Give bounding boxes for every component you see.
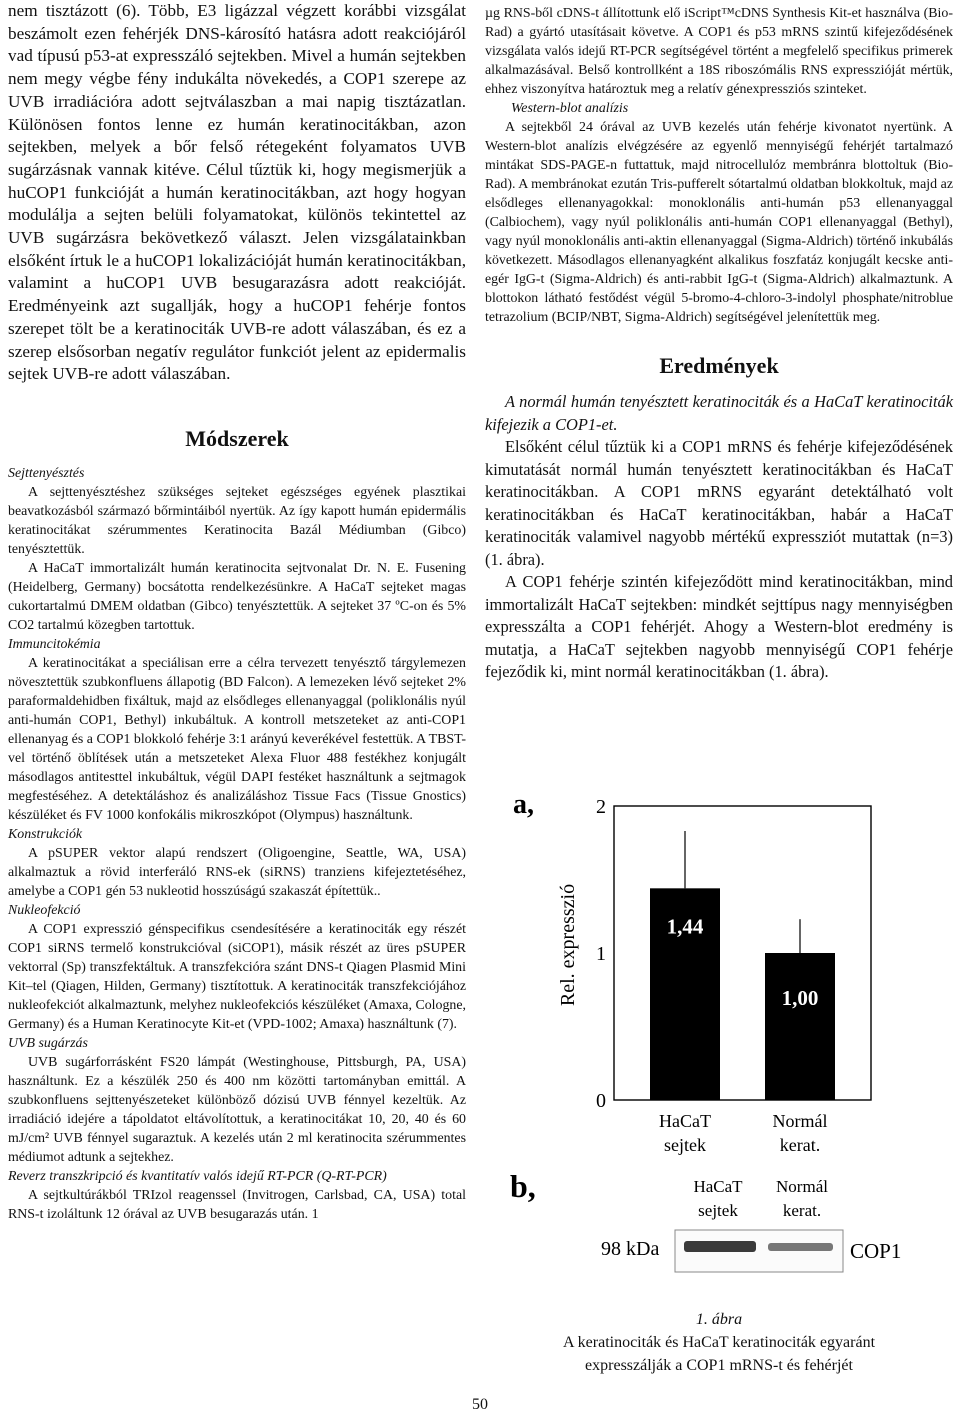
section-paragraph: A COP1 expresszió génspecifikus csendesítésére a keratinociták egy részét COP1 siRNS termelő konstrukcióval (siCOP1), másik részét az üres pSUPER vektorral (Sp) transzfektáltuk. A transzfekcióra szánt DNS-t Qiagen Plasmid Mini Kit–tel (Qiagen, Hilden, Germany) tisztítottuk. A keratinociták transzfekciójához nukleofekciót alkalmaztunk, melyhez nukleofekciós készüléket (Amaxa, Cologne, Germany) és a Human Keratinocyte Kit-et (VPD-1002; Amaxa) használtunk (7). [8, 921, 466, 1032]
section-paragraph: A sejttenyésztéshez szükséges sejteket egészséges egyének plasztikai beavatkozásból származó bőrmintáiból nyertük. Az így kapott humán epidermális keratinocitákat szérummentes Keratinocita Bazál Médiumban (Gibco) tenyésztettük. [8, 484, 466, 557]
blot-band-hacat [684, 1241, 756, 1252]
panel-b-label: b, [510, 1168, 536, 1204]
blot-protein-label: COP1 [850, 1239, 902, 1263]
right-column [485, 0, 953, 684]
methods-title: Módszerek [185, 425, 289, 451]
blot-lane-1-label-line2: sejtek [698, 1201, 738, 1220]
y-tick-label: 1 [596, 943, 606, 965]
x-tick-label: sejtek [664, 1135, 706, 1155]
section-paragraph: A keratinocitákat a speciálisan erre a célra tervezett tenyésztő tárgylemezen növesztettük szubkonfluens állapotig (BD Falcon). A lemezeken lévő sejteket 2% paraformaldehidben fixáltuk, majd az elsődleges ellenanyaggal (poliklonális nyúl anti-humán COP1, Bethyl) inkubáltuk. A kontroll metszeteket az anti-COP1 ellenanyag és a COP1 blokkoló fehérje 3:1 arányú keverékével festettük. A TBST-vel történő öblítések után a metszeteket Alexa Fluor 488 festékhez konjugált másodlagos antitesttel inkubáltuk, végül DAPI festéket használtunk a sejtmagok megfestéséhez. A detektáláshoz és analizáláshoz Tissue Facs (Tissue Gnostics) készüléket és FV 1000 konfokális mikroszkópot (Olympus) használtunk. [8, 655, 466, 823]
methods-section-qrtpcr [8, 1167, 466, 1224]
figure-1 [495, 785, 960, 1263]
results-paragraph: A COP1 fehérje szintén kifejeződött mind keratinocitákban, mind immortalizált HaCaT sejtekben: mindkét sejttípus nagy mennyiségben expresszálta a COP1 fehérjét. Ahogy a Western-blot eredmény is mutatja, a HaCaT sejtekben nagyobb mennyiségű COP1 fehérje fejeződik ki, mint normál keratinocitákban (1. ábra). [485, 572, 953, 681]
results-subtitle: A normál humán tenyésztett keratinociták és a HaCaT keratinociták kifejezik a COP1-et. [485, 392, 953, 434]
methods-section-nucleofection [8, 901, 466, 1034]
figure-svg [495, 785, 960, 1295]
section-heading: Konstrukciók [8, 826, 83, 842]
results-title: Eredmények [659, 353, 779, 378]
x-tick-label: HaCaT [659, 1111, 711, 1131]
section-heading: Sejttenyésztés [8, 465, 85, 481]
blot-lane-2-label-line2: kerat. [782, 1201, 822, 1220]
methods-section-constructs [8, 825, 466, 901]
figure-caption-line2: expresszálják a COP1 mRNS-t és fehérjét [585, 1357, 853, 1374]
qrtpcr-continuation-paragraph: µg RNS-ből cDNS-t állítottunk elő iScript™cDNS Synthesis Kit-et használva (Bio-Rad) a gyártó utasításait követve. A COP1 és p53 mRNS szintű kifejeződésének vizsgálata valós idejű RT-PCR segítségével történt a megfelelő specifikus primerek alkalmazásával. Belső kontrollként a 18S riboszómális RNS expresszióját mértük, ehhez viszonyítva határoztuk meg a relatív génexpressziós szinteket. [485, 6, 953, 97]
y-tick-label: 2 [596, 796, 606, 818]
methods-section-cell-culture [8, 464, 466, 635]
results-paragraph: Elsőként célul tűztük ki a COP1 mRNS és fehérje kifejeződésének kimutatását normál humán tenyésztett keratinocitákban és HaCaT keratinocitákban. A COP1 mRNS egyaránt detektálható volt keratinocitákban és HaCaT keratinocitákban, habár a HaCaT keratinociták valamivel nagyobb mértékű expressziót mutattak (n=3) (1. ábra). [485, 437, 953, 569]
methods-section-immunocytochemistry [8, 635, 466, 825]
figure-caption-line1: A keratinociták és HaCaT keratinociták egyaránt [562, 1334, 876, 1351]
panel-a-label: a, [513, 789, 534, 820]
blot-kda-label: 98 kDa [601, 1238, 660, 1260]
methods-section-uvb [8, 1034, 466, 1167]
figure-caption-number: 1. ábra [695, 1311, 743, 1328]
section-heading: UVB sugárzás [8, 1035, 88, 1051]
x-tick-label: Normál [772, 1111, 828, 1131]
section-paragraph: A sejtkultúrákból TRIzol reagenssel (Invitrogen, Carlsbad, CA, USA) total RNS-t izoláltunk 12 órával az UVB besugarazás után. 1 [8, 1187, 466, 1222]
western-blot-heading: Western-blot analízis [511, 101, 629, 116]
section-paragraph: A pSUPER vektor alapú rendszert (Oligoengine, Seattle, WA, USA) alkalmaztuk a rövid interferáló RNS-ek (siRNS) tranziens kifejeztetéséhez, amelybe a COP1 gén 53 nukleotid hosszúságú szakaszát építettük.. [8, 845, 466, 899]
blot-band-normal [768, 1243, 833, 1251]
bar-value-label: 1,44 [666, 914, 704, 939]
western-blot-paragraph: A sejtekből 24 órával az UVB kezelés után fehérje kivonatot nyertünk. A Western-blot analízis elvégzésére az egyenlő mennyiségű fehérjét tartalmazó mintákat SDS-PAGE-n futtattuk, majd nitrocellulóz membránra blottoltuk (Bio-Rad). A membránokat ezután Tris-pufferelt sótartalmú oldatban blokkoltuk, majd az elsődleges ellenanyagokkal: monoklonális anti-humán p53 ellenanyaggal (Calbiochem), vagy nyúl poliklonális anti-humán COP1 ellenanyaggal (Bethyl), vagy nyúl monoklonális anti-aktin ellenanyaggal (Sigma-Aldrich) történő inkubálás következett. Másodlagos ellenanyagként alkalikus foszfatáz konjugált kecske anti-egér IgG-t (Sigma-Aldrich) és anti-rabbit IgG-t (Sigma-Aldrich) alkalmaztunk. A blottokon látható festődést végül 5-bromo-4-chloro-3-indolyl phosphate/nitroblue tetrazolium (BCIP/NBT, Sigma-Aldrich) segítségével jelenítettük meg. [485, 120, 953, 325]
bar-value-label: 1,00 [781, 986, 819, 1010]
section-heading: Reverz transzkripció és kvantitatív valós idejű RT-PCR (Q-RT-PCR) [8, 1168, 387, 1184]
bar [765, 953, 835, 1100]
y-tick-label: 0 [596, 1090, 606, 1112]
figure-caption [485, 1308, 953, 1377]
page-number: 50 [472, 1396, 488, 1413]
section-heading: Nukleofekció [8, 902, 81, 918]
chart-plot-area [596, 796, 871, 1155]
blot-lane-2-label-line1: Normál [776, 1177, 828, 1196]
left-column [8, 0, 466, 1224]
x-tick-label: kerat. [779, 1135, 821, 1155]
y-axis-label: Rel. expresszió [557, 883, 579, 1007]
section-heading: Immuncitokémia [8, 636, 101, 652]
blot-lane-1-label-line1: HaCaT [693, 1177, 743, 1196]
section-paragraph: A HaCaT immortalizált humán keratinocita sejtvonalat Dr. N. E. Fusening (Heidelberg, Germany) bocsátotta rendelkezésünkre. A HaCaT sejteket magas cukortartalmú DMEM oldatban (Gibco) tenyésztettük. A sejteket 37 ºC-on és 5% CO2 tartalmú közegben tartottuk. [8, 560, 466, 633]
section-paragraph: UVB sugárforrásként FS20 lámpát (Westinghouse, Pittsburgh, PA, USA) használtunk. Ez a készülék 250 és 400 nm közötti tartományban emittál. A szubkonfluens sejttenyészeteket különböző dózisú UVB fénnyel kezeltük. Az irradiáció idejére a tápoldatot eltávolítottuk, a keratinocitákat 10, 20, 40 és 60 mJ/cm² UVB fénnyel sugaraztuk. A kezelés után 2 ml keratinocita szérummentes médiumot adtunk a sejtekhez. [8, 1054, 466, 1165]
intro-paragraph: nem tisztázott (6). Több, E3 ligázzal végzett korábbi vizsgálat beszámolt ezen fehérjék DNS-károsító hatásra adott reakciójáról vad típusú p53-at expresszáló sejtekben. Mivel a humán sejtekben nem megy végbe fény indukálta növekedés, a COP1 szerepe az UVB irradiációra adott sejtválaszban a mai napig tisztázatlan. Különösen fontos lenne ez humán keratinocitákban, azon sejtekben, melyek a bőr felső rétegeként folyamatos UVB sugárzásnak vannak kitéve. Célul tűztük ki, hogy megismerjük a huCOP1 funkcióját a humán keratinocitákban, azt hogy hogyan modulálja a sejten belüli folyamatokat, különös tekintettel az UVB sugárzásra bekövetkező választ. Jelen vizsgálatainkban elsőként írtuk le a huCOP1 lokalizációját humán keratinocitákban, valamint a huCOP1 UVB besugarazásra adott reakcióját. Eredményeink azt sugallják, hogy a huCOP1 fehérje fontos szerepet tölt be a keratinociták UVB-re adott válaszában, és ez a szerep elsősorban negatív regulátor funkciót jelent az epidermalis sejtek UVB-re adott válaszában. [8, 1, 466, 384]
